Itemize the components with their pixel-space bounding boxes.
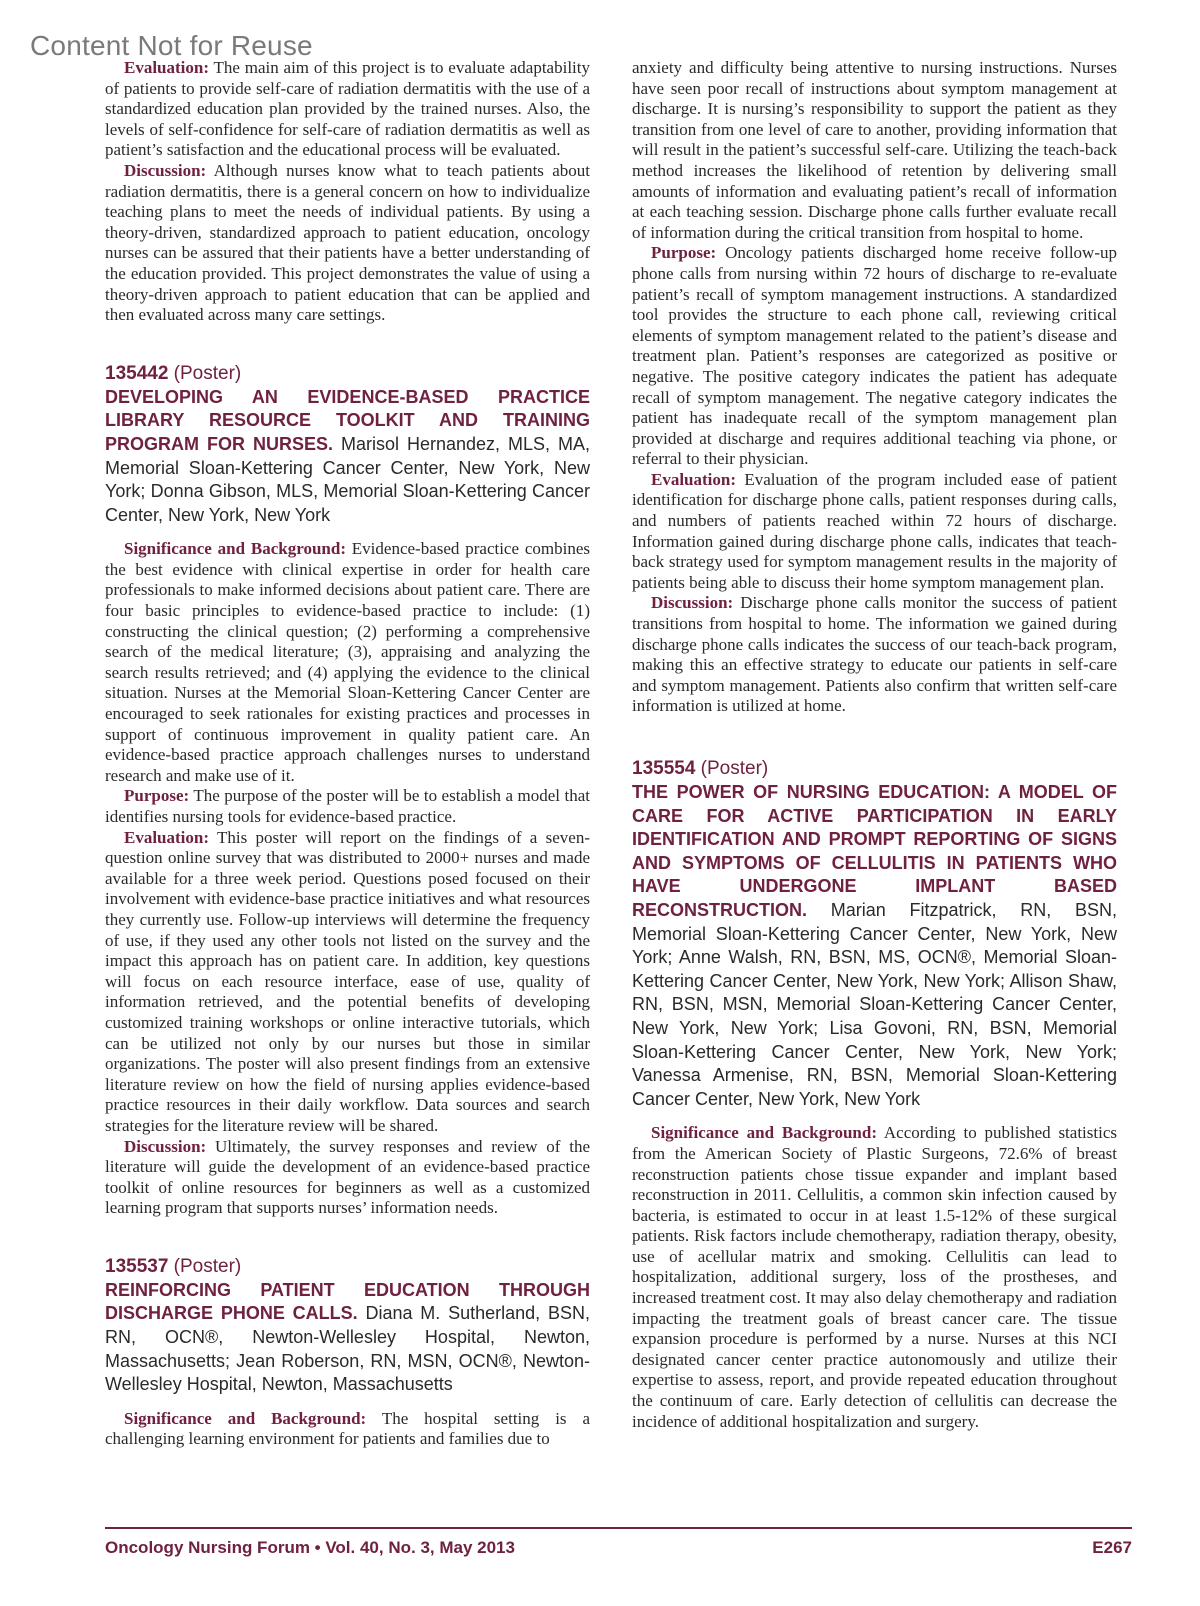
section-text: Although nurses know what to teach patients about radiation dermatitis, there is a general concern on how to individualize teaching plans to meet the needs of individual patients. By using a theory-driven, standardized approach to patient education, oncology nurses can be assured that their patients have a better understanding of the education provided. This project demonstrates the value of using a theory-driven approach to patient education that can be applied and then evaluated across many care settings.	[105, 160, 590, 325]
abstract-number: 135554 (Poster)	[632, 758, 769, 779]
discussion-paragraph: Discussion: Discharge phone calls monitor the success of patient transitions from hospital to home. The information we gained during discharge phone calls indicates the success of our teach-back program, making this an effective strategy to educate our patients in self-care and symptom management. Patients also confirm that written self-care information is utilized at home.	[632, 593, 1117, 716]
abstract-135537	[105, 1255, 590, 1450]
abstract-title: THE POWER OF NURSING EDUCATION: A MODEL OF CARE FOR ACTIVE PARTICIPATION IN EARLY IDENTIFICATION AND PROMPT REPORTING OF SIGNS AND SYMPTOMS OF CELLULITIS IN PATIENTS WHO HAVE UNDERGONE IMPLANT BASED RECONSTRUCTION.	[632, 782, 1117, 920]
footer-rule	[105, 1527, 1132, 1529]
abstract-authors: Diana M. Sutherland, BSN, RN, OCN®, Newton-Wellesley Hospital, Newton, Massachusetts; Jean Roberson, RN, MSN, OCN®, Newton-Wellesley Hospital, Newton, Massachusetts	[105, 1303, 590, 1395]
abstract-title: REINFORCING PATIENT EDUCATION THROUGH DISCHARGE PHONE CALLS.	[105, 1279, 590, 1324]
abstract-title-block	[632, 781, 1117, 1111]
discussion-paragraph: Discussion: Ultimately, the survey responses and review of the literature will guide the development of an evidence-based practice toolkit of online resources for beginners as well as a customized learning program that supports nurses’ information needs.	[105, 1136, 590, 1218]
significance-paragraph: Significance and Background: According to published statistics from the American Society of Plastic Surgeons, 72.6% of breast reconstruction patients chose tissue expander and implant based reconstruction in 2011. Cellulitis, a common skin infection caused by bacteria, is estimated to occur in at least 1.5-12% of these surgical patients. Risk factors include chemotherapy, radiation therapy, obesity, use of acellular matrix and smoking. Cellulitis can lead to hospitalization, additional surgery, loss of the prostheses, and increased treatment cost. It may also delay chemotherapy and radiation impacting the treatment goals of breast cancer care. The tissue expansion procedure is performed by a nurse. Nurses at this NCI designated cancer center practice autonomously and utilize their expertise to assess, report, and provide repeated education throughout the continuum of care. Early detection of cellulitis can decrease the incidence of additional hospitalization and surgery.	[632, 1123, 1118, 1431]
abstract-title: DEVELOPING AN EVIDENCE-BASED PRACTICE LIBRARY RESOURCE TOOLKIT AND TRAINING PROGRAM FOR NURSES.	[105, 386, 590, 454]
page-footer	[105, 1538, 1132, 1558]
abstract-number: 135442 (Poster)	[105, 362, 242, 384]
abstract-title-block	[105, 386, 590, 528]
significance-paragraph: Significance and Background: Evidence-based practice combines the best evidence with clinical expertise in order for health care professionals to make informed decisions about patient care. There are four basic principles to evidence-based practice to include: (1) constructing the clinical question; (2) performing a comprehensive search of the medical literature; (3), appraising and analyzing the search results retrieved; and (4) applying the evidence to the clinical situation. Nurses at the Memorial Sloan-Kettering Cancer Center are encouraged to seek rationales for existing practices and processes in support of continuous improvement in quality patient care. An evidence-based practice approach challenges nurses to understand research and make use of it.	[105, 539, 590, 785]
section-label: Evaluation:	[124, 58, 210, 77]
significance-continued: anxiety and difficulty being attentive to nursing instructions. Nurses have seen poor recall of instructions about symptom management at discharge. It is nursing’s responsibility to support the patient as they transition from one level of care to another, providing information that will result in the patient’s successful self-care. Utilizing the teach-back method increases the likelihood of retention by delivering small amounts of information and evaluating patient’s recall of information at each teaching session. Discharge phone calls further evaluate recall of information during the critical transition from hospital to home.	[632, 58, 1117, 242]
significance-paragraph: Significance and Background: The hospital setting is a challenging learning environment for patients and families due to	[105, 1408, 591, 1449]
journal-citation: Oncology Nursing Forum • Vol. 40, No. 3, May 2013	[105, 1538, 515, 1557]
evaluation-paragraph: Evaluation: This poster will report on the findings of a seven-question online survey that was distributed to 2000+ nurses and made available for a three week period. Questions posed focused on their involvement with evidence-base practice initiatives and what resources they currently use. Follow-up interviews will determine the frequency of use, if they used any other tools not listed on the survey and the impact this approach has on patient care. In addition, key questions will focus on each resource interface, ease of use, quality of information retrieved, and the potential benefits of developing customized training workshops or online interactive tutorials, which can be utilized not only by our nurses but those in similar organizations. The poster will also present findings from an extensive literature review on how the field of nursing applies evidence-based practice resources in their daily workflow. Data sources and search strategies for the literature review will be shared.	[105, 827, 590, 1135]
abstract-135554	[632, 757, 1117, 1432]
purpose-paragraph: Purpose: Oncology patients discharged home receive follow-up phone calls from nursing within 72 hours of discharge to re-evaluate patient’s recall of symptom management instructions. A standardized tool provides the structure to each phone call, reviewing critical elements of symptom management related to the patient’s disease and treatment plan. Patient’s responses are categorized as positive or negative. The positive category indicates the patient has adequate recall of symptom management. The negative category indicates the patient has inadequate recall of the symptom management plan provided at discharge and requires additional teaching via phone, or referral to their physician.	[632, 243, 1117, 469]
intro-discussion	[105, 161, 590, 326]
abstract-135442	[105, 362, 590, 1219]
evaluation-paragraph: Evaluation: Evaluation of the program included ease of patient identification for discharge phone calls, patient responses during calls, and numbers of patients reached within 72 hours of discharge. Information gained during discharge phone calls, indicates that teach-back strategy used for symptom management results in the majority of patients being able to discuss their home symptom management plan.	[632, 469, 1117, 592]
abstract-number: 135537 (Poster)	[105, 1255, 242, 1277]
right-column	[632, 58, 1117, 1432]
watermark: Content Not for Reuse	[30, 30, 313, 61]
left-column	[105, 58, 590, 1450]
purpose-paragraph: Purpose: The purpose of the poster will be to establish a model that identifies nursing tools for evidence-based practice.	[105, 786, 590, 826]
abstract-authors: Marisol Hernandez, MLS, MA, Memorial Sloan-Kettering Cancer Center, New York, New York; Donna Gibson, MLS, Memorial Sloan-Kettering Cancer Center, New York, New York	[105, 433, 590, 525]
section-label: Discussion:	[124, 160, 207, 180]
section-text: The main aim of this project is to evaluate adaptability of patients to provide self-care of radiation dermatitis with the use of a standardized education plan provided by the trained nurses. Also, the levels of self-confidence for self-care of radiation dermatitis as well as patient’s satisfaction and the educational process will be evaluated.	[105, 58, 590, 160]
abstract-title-block	[105, 1279, 590, 1397]
abstract-authors: Marian Fitzpatrick, RN, BSN, Memorial Sloan-Kettering Cancer Center, New York, New York; Anne Walsh, RN, BSN, MS, OCN®, Memorial Sloan-Kettering Cancer Center, New York, New York; Allison Shaw, RN, BSN, MSN, Memorial Sloan-Kettering Cancer Center, New York, New York; Lisa Govoni, RN, BSN, Memorial Sloan-Kettering Cancer Center, New York, New York; Vanessa Armenise, RN, BSN, Memorial Sloan-Kettering Cancer Center, New York, New York	[632, 899, 1117, 1109]
page-number: E267	[1092, 1538, 1132, 1557]
intro-evaluation	[105, 58, 590, 161]
